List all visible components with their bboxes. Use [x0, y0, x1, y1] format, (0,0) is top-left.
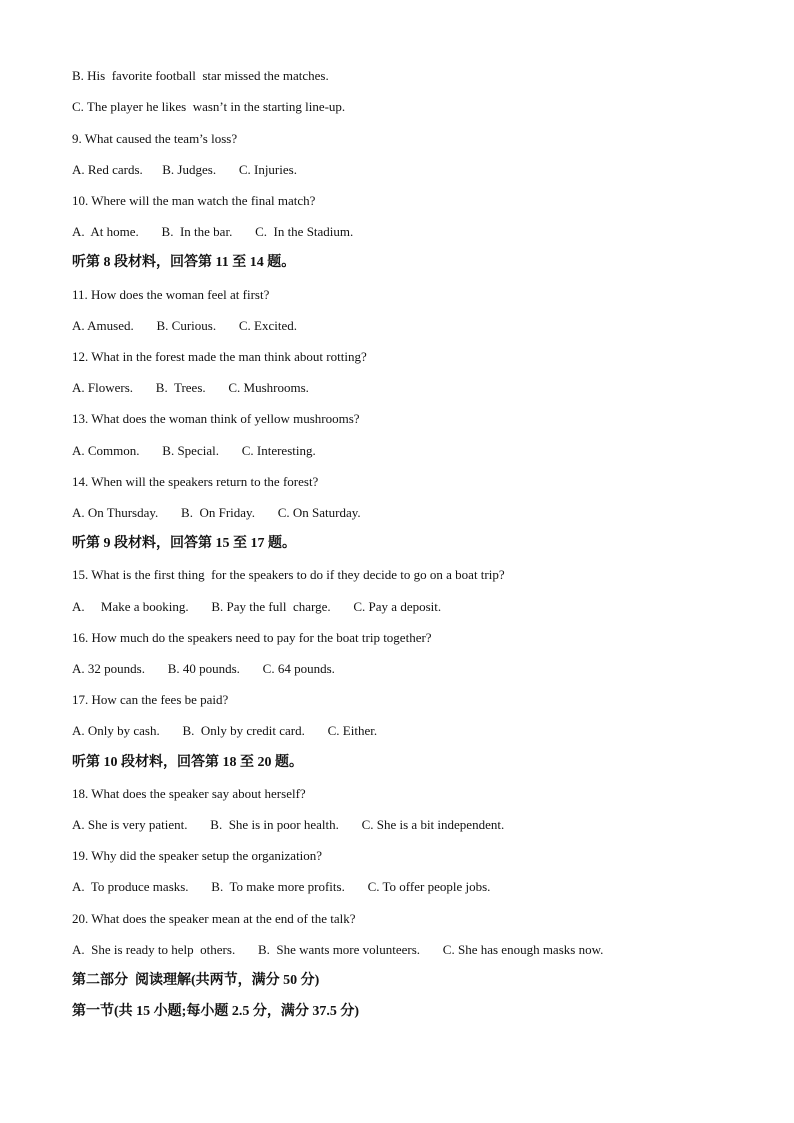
section-heading-10: 听第 10 段材料，回答第 18 至 20 题。 [72, 755, 303, 770]
options-12: A. Flowers. B. Trees. C. Mushrooms. [72, 380, 309, 395]
options-13: A. Common. B. Special. C. Interesting. [72, 443, 316, 458]
options-18: A. She is very patient. B. She is in poor health. C. She is a bit independent. [72, 817, 505, 832]
question-20: 20. What does the speaker mean at the end of the talk? [72, 911, 356, 926]
question-13: 13. What does the woman think of yellow mushrooms? [72, 411, 360, 426]
options-15: A. Make a booking. B. Pay the full charge. C. Pay a deposit. [72, 599, 442, 614]
question-19: 19. Why did the speaker setup the organization? [72, 848, 323, 863]
question-9: 9. What caused the team’s loss? [72, 131, 238, 146]
question-12: 12. What in the forest made the man think about rotting? [72, 349, 367, 364]
options-9: A. Red cards. B. Judges. C. Injuries. [72, 162, 297, 177]
option-line-8b: B. His favorite football star missed the matches. [72, 68, 329, 83]
question-15: 15. What is the first thing for the speakers to do if they decide to go on a boat trip? [72, 567, 505, 582]
options-14: A. On Thursday. B. On Friday. C. On Saturday. [72, 505, 361, 520]
part-two-heading: 第二部分 阅读理解(共两节，满分 50 分) [72, 973, 320, 988]
question-17: 17. How can the fees be paid? [72, 692, 229, 707]
options-11: A. Amused. B. Curious. C. Excited. [72, 318, 297, 333]
options-17: A. Only by cash. B. Only by credit card. C. Either. [72, 723, 378, 738]
question-11: 11. How does the woman feel at first? [72, 287, 270, 302]
section-one-heading: 第一节(共 15 小题;每小题 2.5 分，满分 37.5 分) [72, 1004, 359, 1019]
question-16: 16. How much do the speakers need to pay for the boat trip together? [72, 630, 432, 645]
options-20: A. She is ready to help others. B. She wants more volunteers. C. She has enough masks now. [72, 942, 604, 957]
section-heading-8: 听第 8 段材料，回答第 11 至 14 题。 [72, 255, 296, 270]
option-line-8c: C. The player he likes wasn’t in the starting line-up. [72, 99, 346, 114]
options-10: A. At home. B. In the bar. C. In the Stadium. [72, 224, 354, 239]
options-19: A. To produce masks. B. To make more profits. C. To offer people jobs. [72, 879, 491, 894]
question-18: 18. What does the speaker say about herself? [72, 786, 306, 801]
question-10: 10. Where will the man watch the final match? [72, 193, 316, 208]
section-heading-9: 听第 9 段材料，回答第 15 至 17 题。 [72, 536, 296, 551]
question-14: 14. When will the speakers return to the forest? [72, 474, 319, 489]
options-16: A. 32 pounds. B. 40 pounds. C. 64 pounds. [72, 661, 335, 676]
